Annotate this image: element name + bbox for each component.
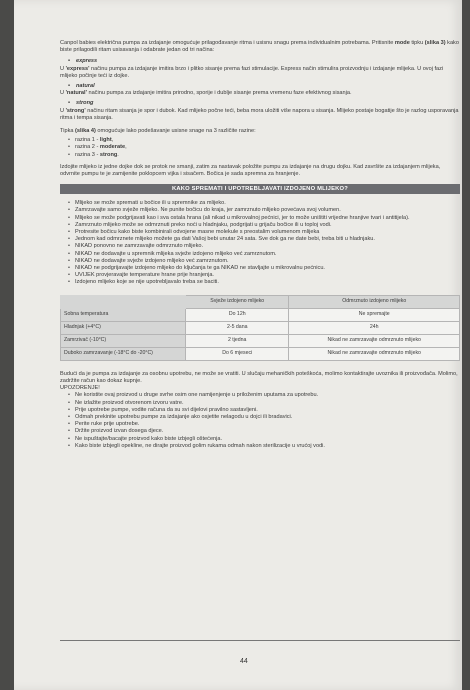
table-row-label: Hladnjak (+4°C) [61,321,186,334]
table-cell: 2-5 dana [186,321,289,334]
table-row-label: Sobna temperatura [61,308,186,321]
section-heading: KAKO SPREMATI I UPOTREBLJAVATI IZDOJENO MLIJEKO? [60,184,460,194]
level-item: • razina 1 - light, [68,137,460,144]
mode-natural [60,83,460,97]
warning-item: • Kako biste izbjegli opekline, ne dirajte proizvod golim rukama odmah nakon sterilizacije u vrućoj vodi. [68,443,460,450]
mode-name-strong: • strong [68,100,94,107]
table-header-thawed: Odmrznuto izdojeno mlijeko [289,295,460,308]
table-header-row [61,295,460,308]
storage-list-item: • Zamrzavajte samo svježe mlijeko. Ne punite bočicu do kraja, jer zamrznuto mlijeko povećava svoj volumen. [68,207,460,214]
intro-text-3: kako biste prilagodili ritam usisavanja i odabrate jedan od tri načina: [60,40,459,54]
intro-text-1: Canpol babies električna pumpa za izdajanje omogućuje prilagođavanje ritma i usisnu snagu prema individualnim potrebama. Pritisnite [60,40,395,46]
table-row [61,308,460,321]
table-header-fresh: Svježe izdojeno mlijeko [186,295,289,308]
storage-list-item: • UVIJEK provjeravajte temperature hrane prije hranjenja. [68,272,460,279]
warning-item: • Odmah prekinite upotrebu pumpe za izdajanje ako osjetite nelagodu u dojci ili bradavici. [68,414,460,421]
table-cell: Ne spremajte [289,308,460,321]
storage-list-item: • Protresite bočicu kako biste kombinirali odvojene masne molekule s preostalim volumenom mlijeka [68,229,460,236]
storage-list-item: • NIKAD ne dodavajte u spremnik mlijeka svježe izdojeno mlijeko već zamrznutom. [68,251,460,258]
table-row [61,334,460,347]
warning-item: • Ne ispuštajte/bacajte proizvod kako biste izbjegli oštećenja. [68,436,460,443]
storage-list-item: • Mlijeko se može spremati u bočice ili u spremnike za mlijeko. [68,200,460,207]
warranty-paragraph: Budući da je pumpa za izdajanje za osobnu upotrebu, ne može se vratiti. U slučaju mehaničkih poteškoća, molimo kontaktirajte uvoznika ili proizvođača. Molimo, zadržite račun kao dokaz kupnje. [60,370,458,384]
izdojite-paragraph: Izdojite mlijeko iz jedne dojke dok se protok ne smanji, zatim za nastavak položite pumpu za izdajanje na drugu dojku. Kad završite za izdajanjem mlijeka, odvrnite pumpu te je zamijenite poklopcem vijka i sisačem. Bočica je sada spremna za hranjenje. [60,163,441,178]
warning-item: • Ne izlažite proizvod otvorenom izvoru vatre. [68,400,460,407]
mode-name-express: • express [68,58,98,65]
table-cell: Do 6 mjeseci [186,347,289,360]
intro-paragraph [60,40,460,54]
mode-strong [60,100,460,122]
warning-title: UPOZORENJE! [60,385,100,392]
warning-item: • Perite ruke prije upotrebe. [68,421,460,428]
intro-text-2: tipku [409,40,425,46]
mode-name-natural: • natural [68,83,95,90]
footer-divider [60,640,460,641]
table-row-label: Zamrzivač (-10°C) [61,334,186,347]
warning-item: • Držite proizvod izvan dosega djece. [68,428,460,435]
storage-list-item: • Zamrznuto mlijeko može se odmrznuti preko noći u hladnjaku, podgrijati u grijaču bočice ili u toploj vodi. [68,222,460,229]
manual-page [14,0,462,690]
storage-list-item: • Mlijeko se može podgrijavati kao i sva ostala hrana (ali nikad u mikrovalnoj pećnici, jer to može uništiti vrijedne hranjive tvari i antitijela). [68,215,460,222]
storage-list-item: • NIKAD ne podgrijavajte izdojeno mlijeko do ključanja te ga NIKAD ne stavljajte u mikrovalnu pećnicu. [68,265,460,272]
storage-list [60,200,460,286]
warranty-and-warnings [60,371,460,450]
table-row [61,347,460,360]
table-cell: Nikad ne zamrzavajte odmrznuto mlijeko [289,334,460,347]
table-row [61,321,460,334]
page-content [60,40,460,450]
storage-list-item: • NIKAD ponovno ne zamrzavajte odmrznuto mlijeko. [68,243,460,250]
table-cell: Nikad ne zamrzavajte odmrznuto mlijeko [289,347,460,360]
storage-list-item: • NIKAD ne dodavajte svježe izdojeno mlijeko već zamrznutom. [68,258,460,265]
table-header-empty [61,295,186,308]
storage-list-item: • Jednom kad odmrznete mlijeko možete ga dati Vašoj bebi unutar 24 sata. Sve dok ga ne date bebi, treba biti u hladnjaku. [68,236,460,243]
mode-desc-express: U 'express' načinu pumpa za izdajanje imitira brzo i plitko sisanje prema fazi stimulacije. Express način stimulira proizvodnju i izdajanje mlijeka. U ovoj fazi mlijeko počinje teći iz dojke. [60,65,444,79]
suction-levels-list [60,137,460,159]
warning-item: • Ne koristite ovaj proizvod u druge svrhe osim one namijenjenje u priloženim uputama za upotrebu. [68,392,460,399]
intro-mode-word: mode [394,40,410,46]
warning-item: • Prije upotrebe pumpe, vodite računa da su svi dijelovi pravilno sastavljeni. [68,407,460,414]
mode-desc-strong: U 'strong' načinu ritam sisanja je spor i dubok. Kad mlijeko počne teći, beba mora uložiti više napora u sisanja. Mlijeko postaje bogatije što je razlog usporavanja ritma i tempa sisanja. [60,107,459,121]
mode-desc-natural: U 'natural' načinu pumpa za izdajanje imitira prirodno, sporije i dublje sisanje prema vremenu faze efektivnog sisanja. [60,90,352,97]
storage-table [60,295,460,361]
page-number: 44 [240,658,248,665]
storage-list-item: • Izdojeno mlijeko koje se nije upotrebljavalo treba se baciti. [68,279,460,286]
level-item: • razina 3 - strong. [68,152,460,159]
table-row-label: Duboko zamrzavanje (-18°C do -20°C) [61,347,186,360]
tipka-paragraph: Tipka (slika 4) omogućuje lako podešavanje usisne snage na 3 različite razine: [60,128,256,135]
table-cell: Do 12h [186,308,289,321]
table-cell: 2 tjedna [186,334,289,347]
warnings-list [60,392,460,450]
level-item: • razina 2 - moderate, [68,144,460,151]
table-cell: 24h [289,321,460,334]
intro-figure-ref: (slika 3) [424,40,446,46]
mode-express [60,58,460,80]
